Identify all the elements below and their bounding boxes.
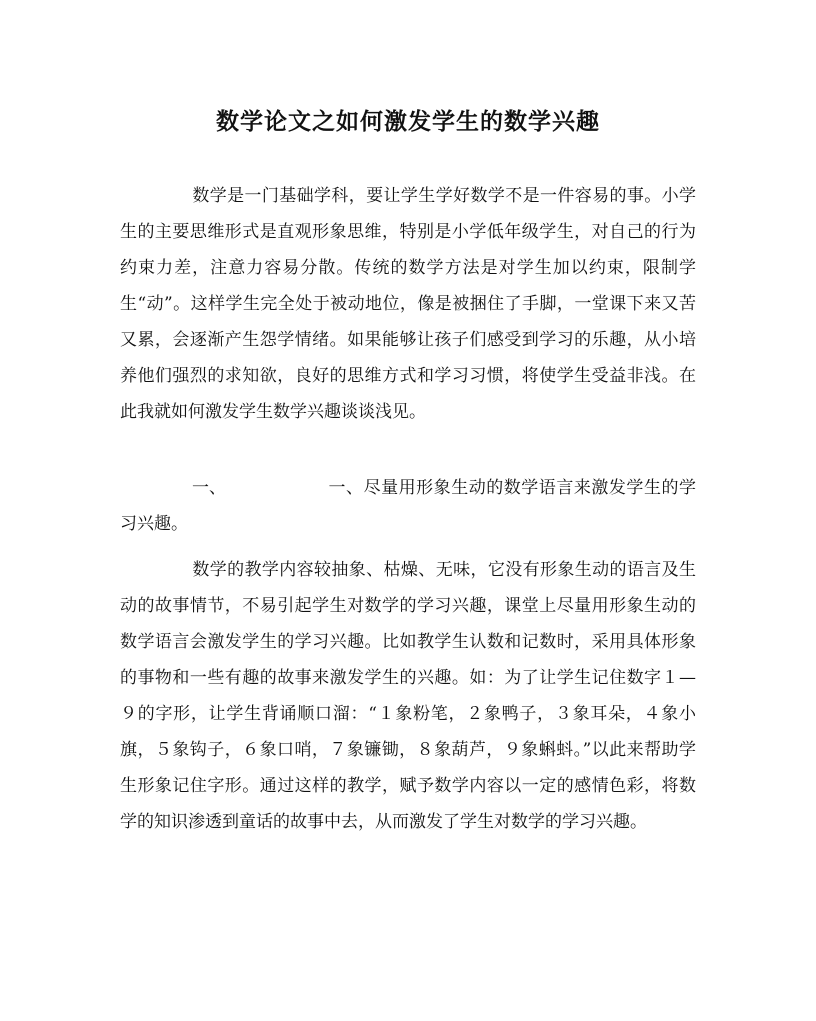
intro-paragraph <box>120 178 696 430</box>
section-paragraph-text: 数学的教学内容较抽象、枯燥、无味，它没有形象生动的语言及生动的故事情节，不易引起学生对数学的学习兴趣，课堂上尽量用形象生动的数学语言会激发学生的学习兴趣。比如教学生认数和记数时，采用具体形象的事物和一些有趣的故事来激发学生的兴趣。如：为了让学生记住数字１—９的字形，让学生背诵顺口溜：“１象粉笔，２象鸭子，３象耳朵，４象小旗，５象钩子，６象口哨，７象镰锄，８象葫芦，９象蝌蚪。”以此来帮助学生形象记住字形。通过这样的教学，赋予数学内容以一定的感情色彩，将数学的知识渗透到童话的故事中去，从而激发了学生对数学的学习兴趣。 <box>120 560 696 832</box>
section-heading-text: 一、尽量用形象生动的数学语言来激发学生的学习兴趣。 <box>120 478 696 534</box>
document-title: 数学论文之如何激发学生的数学兴趣 <box>216 108 600 135</box>
section-paragraph <box>120 552 696 840</box>
section-heading-number: 一、 <box>192 478 226 498</box>
intro-paragraph-text: 数学是一门基础学科，要让学生学好数学不是一件容易的事。小学生的主要思维形式是直观形象思维，特别是小学低年级学生，对自己的行为约束力差，注意力容易分散。传统的数学方法是对学生加以约束，限制学生“动”。这样学生完全处于被动地位，像是被捆住了手脚，一堂课下来又苦又累，会逐渐产生怨学情绪。如果能够让孩子们感受到学习的乐趣，从小培养他们强烈的求知欲，良好的思维方式和学习习惯，将使学生受益非浅。在此我就如何激发学生数学兴趣谈谈浅见。 <box>120 186 696 422</box>
section-heading <box>120 470 696 542</box>
